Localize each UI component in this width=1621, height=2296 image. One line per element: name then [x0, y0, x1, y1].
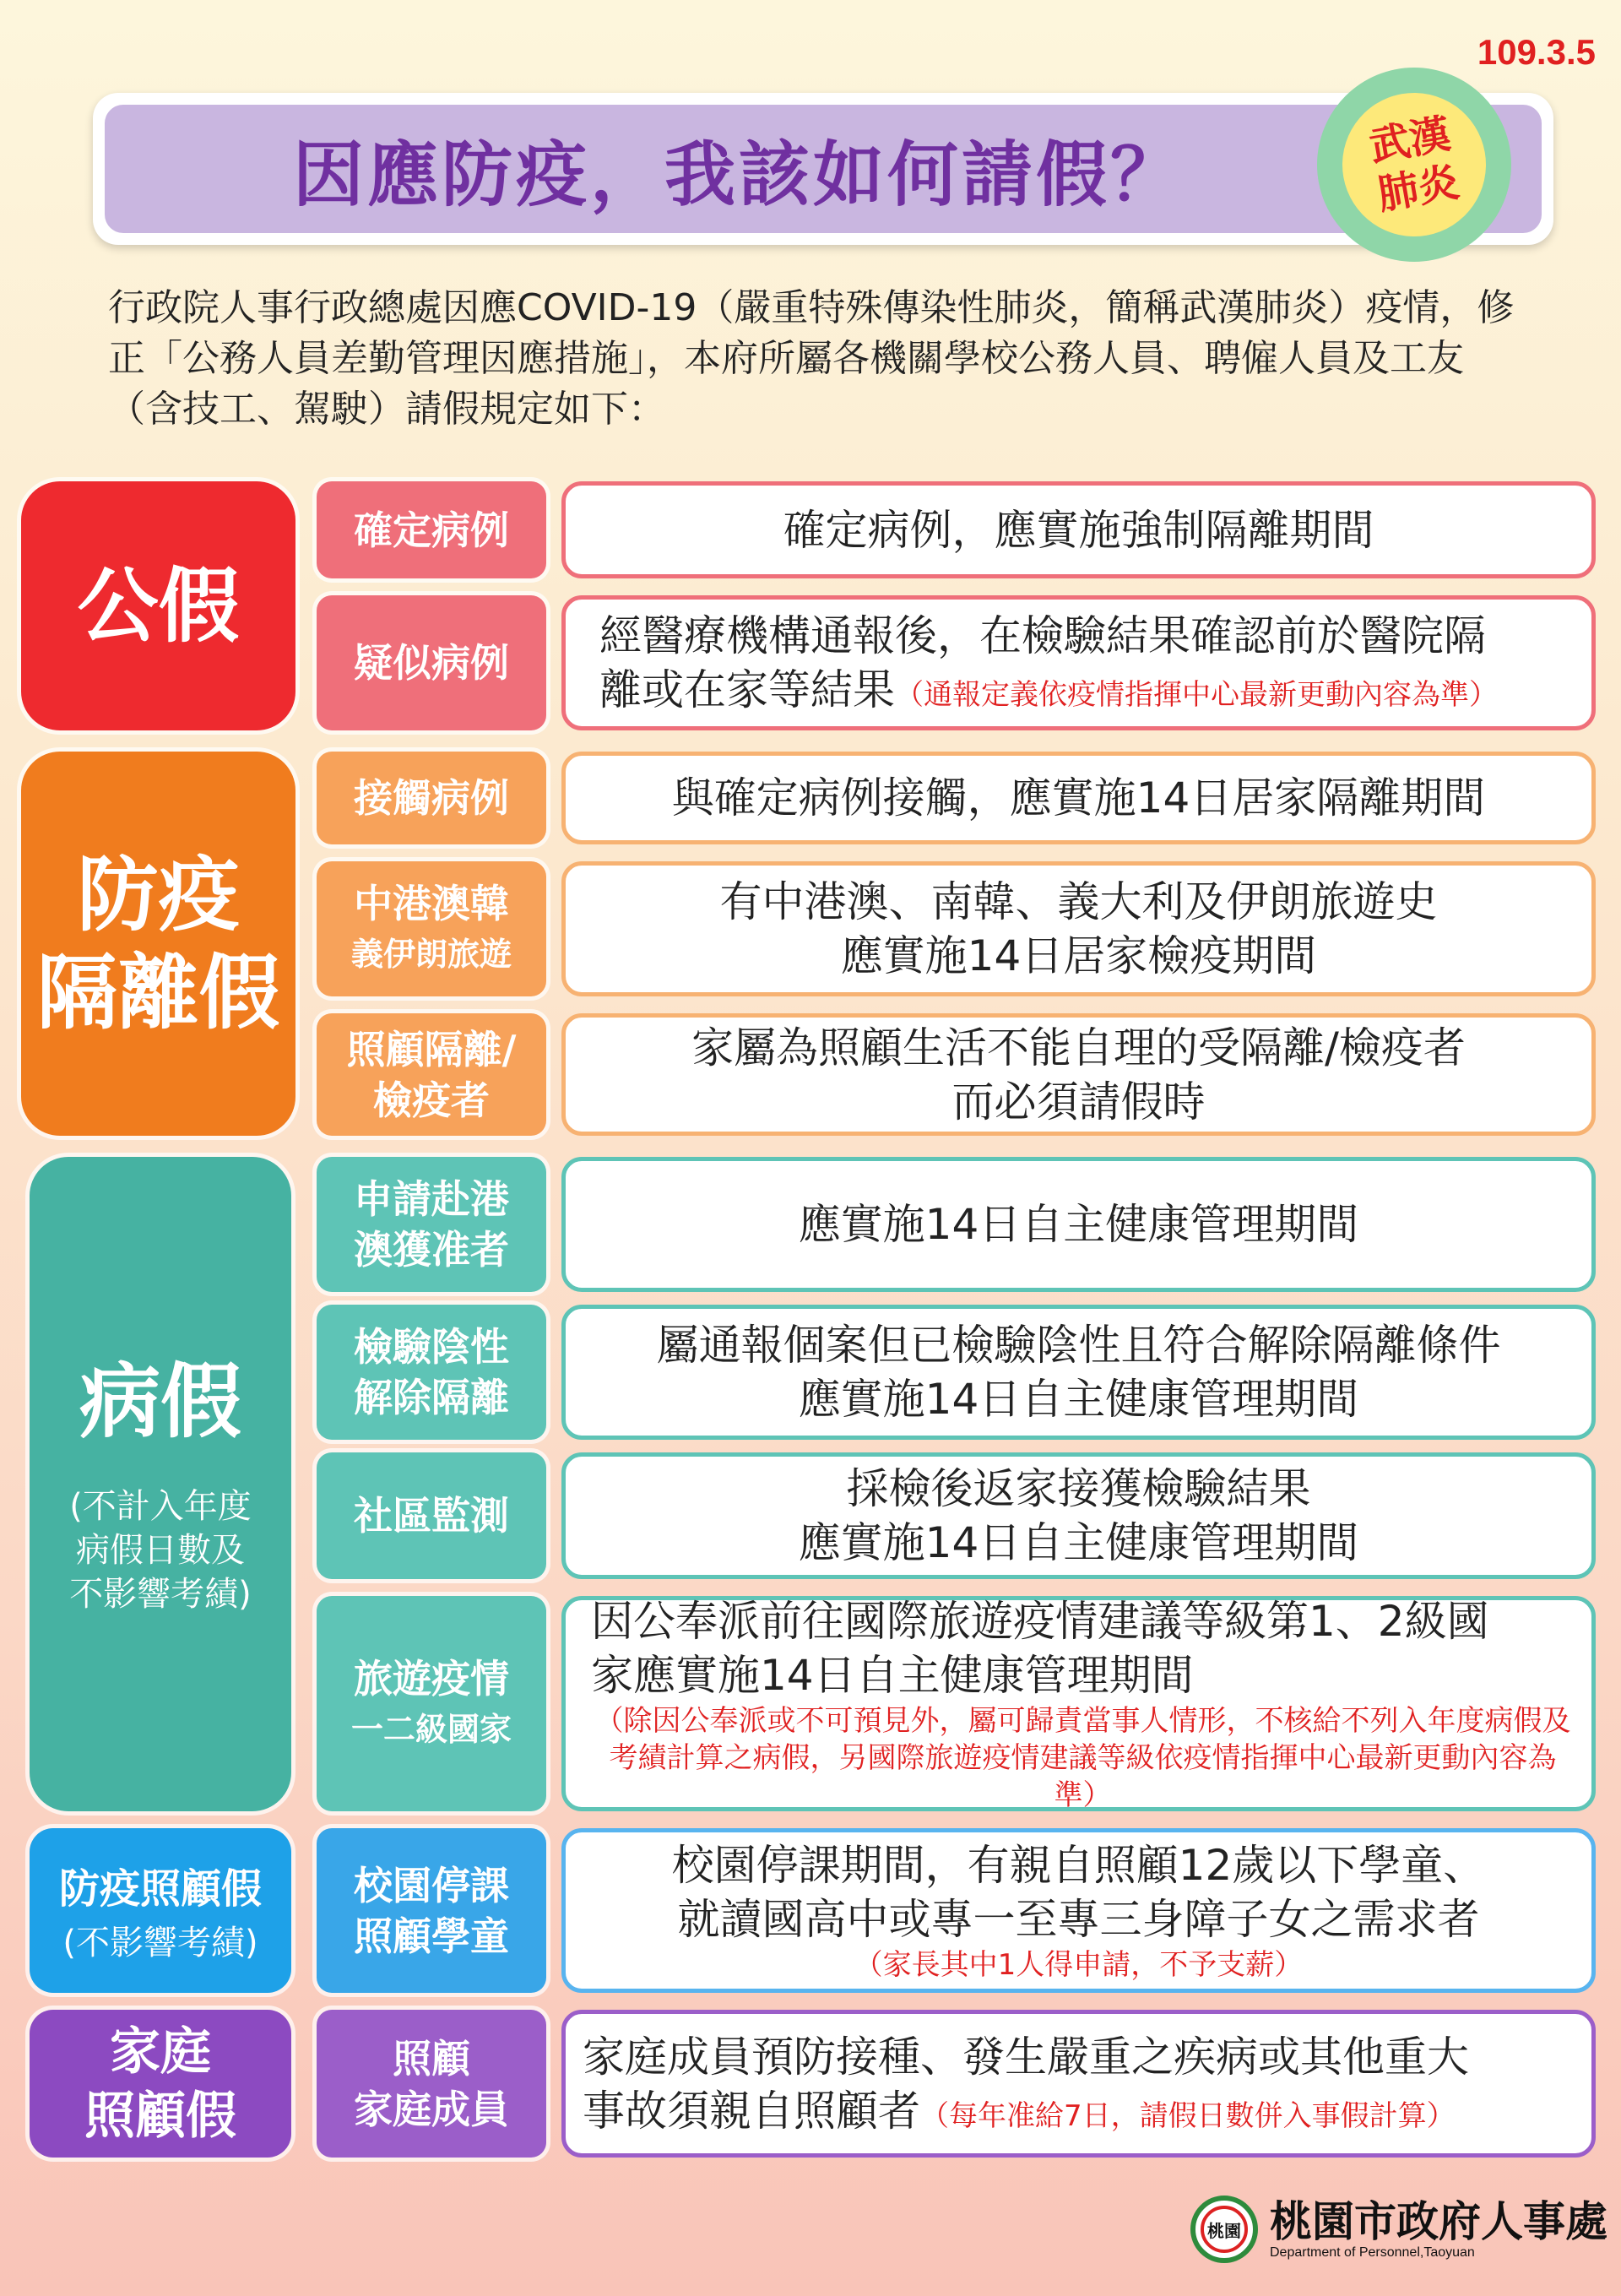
desc-line: 校園停課期間，有親自照顧12歲以下學童、: [671, 1840, 1486, 1890]
category-sick-note2: 病假日數及: [76, 1530, 245, 1570]
desc-line: 經醫療機構通報後，在檢驗結果確認前於醫院隔: [599, 611, 1486, 660]
sub-hk-macau-approved: [317, 1157, 546, 1292]
sub-label: 疑似病例: [354, 640, 509, 686]
sub-negative-test: [317, 1305, 546, 1440]
sub-label: 照顧: [393, 2035, 470, 2082]
sub-label: 校園停課: [354, 1862, 509, 1908]
desc-negative-test: [561, 1305, 1596, 1440]
desc-line: 而必須請假時: [951, 1077, 1206, 1126]
category-care-note: (不影響考績): [62, 1923, 258, 1962]
desc-line: 應實施14日自主健康管理期間: [798, 1375, 1359, 1424]
desc-line: 有中港澳、南韓、義大利及伊朗旅遊史: [719, 877, 1438, 926]
category-sick-leave: [30, 1157, 291, 1811]
desc-line: 應實施14日自主健康管理期間: [798, 1518, 1359, 1567]
sub-contact-case: [317, 752, 546, 844]
desc-hk-macau-approved: [561, 1157, 1596, 1292]
desc-line: 採檢後返家接獲檢驗結果: [846, 1464, 1311, 1513]
desc-note: （通報定義依疫情指揮中心最新更動內容為準）: [895, 678, 1498, 712]
desc-line: 屬通報個案但已檢驗陰性且符合解除隔離條件: [656, 1321, 1501, 1370]
desc-line: 家庭成員預防接種、發生嚴重之疾病或其他重大: [583, 2032, 1469, 2082]
category-sick-note1: (不計入年度: [69, 1486, 252, 1526]
category-family-line2: 照顧假: [84, 2086, 236, 2146]
sub-community-monitoring: [317, 1452, 546, 1579]
category-care-label: 防疫照顧假: [58, 1864, 262, 1913]
desc-school-closure: [561, 1828, 1596, 1993]
badge-line-1: 武漢: [1365, 110, 1455, 171]
desc-line: 確定病例，應實施強制隔離期間: [783, 505, 1374, 555]
taoyuan-seal-icon: [1190, 2196, 1258, 2263]
category-quarantine-line2: 隔離假: [36, 945, 280, 1040]
desc-contact-case: [561, 752, 1596, 844]
desc-line: 就讀國高中或專一至專三身障子女之需求者: [677, 1894, 1480, 1944]
intro-paragraph: 行政院人事行政總處因應COVID-19（嚴重特殊傳染性肺炎，簡稱武漢肺炎）疫情，修正「公務人員差勤管理因應措施」，本府所屬各機關學校公務人員、聘僱人員及工友（含技工、駕駛）請假規定如下：: [108, 286, 1515, 431]
desc-community-monitoring: [561, 1452, 1596, 1579]
desc-line: 應實施14日自主健康管理期間: [798, 1200, 1359, 1249]
sub-label: 中港澳韓: [354, 881, 509, 926]
sub-family-care: [317, 2010, 546, 2158]
desc-care-quarantined: [561, 1013, 1596, 1136]
badge-line-2: 肺炎: [1374, 158, 1463, 220]
category-family-leave: [30, 2010, 291, 2158]
category-sick-note3: 不影響考績): [69, 1574, 252, 1614]
desc-line: 應實施14日居家檢疫期間: [840, 931, 1317, 980]
sub-label: 照顧學童: [354, 1913, 509, 1959]
desc-family-care: [561, 2010, 1596, 2158]
wuhan-pneumonia-badge: [1317, 68, 1511, 262]
sub-label: 申請赴港: [354, 1176, 509, 1222]
sub-school-closure: [317, 1828, 546, 1993]
category-sick-label: 病假: [79, 1354, 241, 1449]
desc-line: 因公奉派前往國際旅遊疫情建議等級第1、2級國: [591, 1596, 1489, 1646]
category-quarantine-leave: [21, 752, 295, 1136]
seal-text: 桃園: [1201, 2206, 1248, 2253]
category-official-label: 公假: [77, 558, 240, 654]
sub-label: 檢疫者: [373, 1077, 490, 1123]
sub-confirmed-case: [317, 481, 546, 578]
sub-care-quarantined: [317, 1013, 546, 1136]
sub-suspected-case: [317, 595, 546, 730]
sub-label: 解除隔離: [354, 1375, 509, 1420]
sub-label: 照顧隔離/: [346, 1026, 517, 1072]
date-label: 109.3.5: [1477, 32, 1596, 72]
sub-travel-history: [317, 861, 546, 996]
desc-line: 事故須親自照顧者: [583, 2086, 920, 2136]
category-quarantine-line1: 防疫: [77, 847, 240, 942]
desc-suspected-case: [561, 595, 1596, 730]
desc-line: 家應實施14日自主健康管理期間: [591, 1650, 1194, 1700]
category-family-line1: 家庭: [110, 2022, 211, 2082]
sub-label: 家庭成員: [354, 2086, 509, 2132]
desc-line: 與確定病例接觸，應實施14日居家隔離期間: [671, 773, 1486, 822]
desc-travel-history: [561, 861, 1596, 996]
desc-note: （每年准給7日，請假日數併入事假計算）: [920, 2098, 1456, 2133]
footer-org-english: Department of Personnel,Taoyuan: [1270, 2245, 1475, 2260]
desc-travel-level: [561, 1596, 1596, 1811]
category-care-leave: [30, 1828, 291, 1993]
footer-logo-block: [1190, 2196, 1607, 2263]
sub-label: 旅遊疫情: [354, 1655, 509, 1702]
category-official-leave: [21, 481, 295, 730]
desc-confirmed-case: [561, 481, 1596, 578]
sub-label: 檢驗陰性: [354, 1324, 509, 1370]
desc-note: （除因公奉派或不可預見外，屬可歸責當事人情形，不核給不列入年度病假及考績計算之病假，另國際旅遊疫情建議等級依疫情指揮中心最新更動內容為準）: [594, 1703, 1571, 1812]
sub-label: 澳獲准者: [354, 1227, 509, 1273]
sub-label: 確定病例: [354, 507, 509, 553]
page-title: 因應防疫，我該如何請假？: [292, 133, 1185, 216]
desc-line: 離或在家等結果: [599, 665, 895, 714]
sub-label: 接觸病例: [354, 775, 509, 821]
sub-label: 義伊朗旅遊: [350, 936, 512, 973]
sub-label: 一二級國家: [350, 1710, 512, 1748]
sub-label: 社區監測: [354, 1493, 509, 1539]
sub-travel-level: [317, 1596, 546, 1811]
footer-org-name: 桃園市政府人事處: [1270, 2197, 1607, 2246]
desc-line: 家屬為照顧生活不能自理的受隔離/檢疫者: [691, 1023, 1466, 1072]
desc-note: （家長其中1人得申請，不予支薪）: [854, 1947, 1304, 1982]
